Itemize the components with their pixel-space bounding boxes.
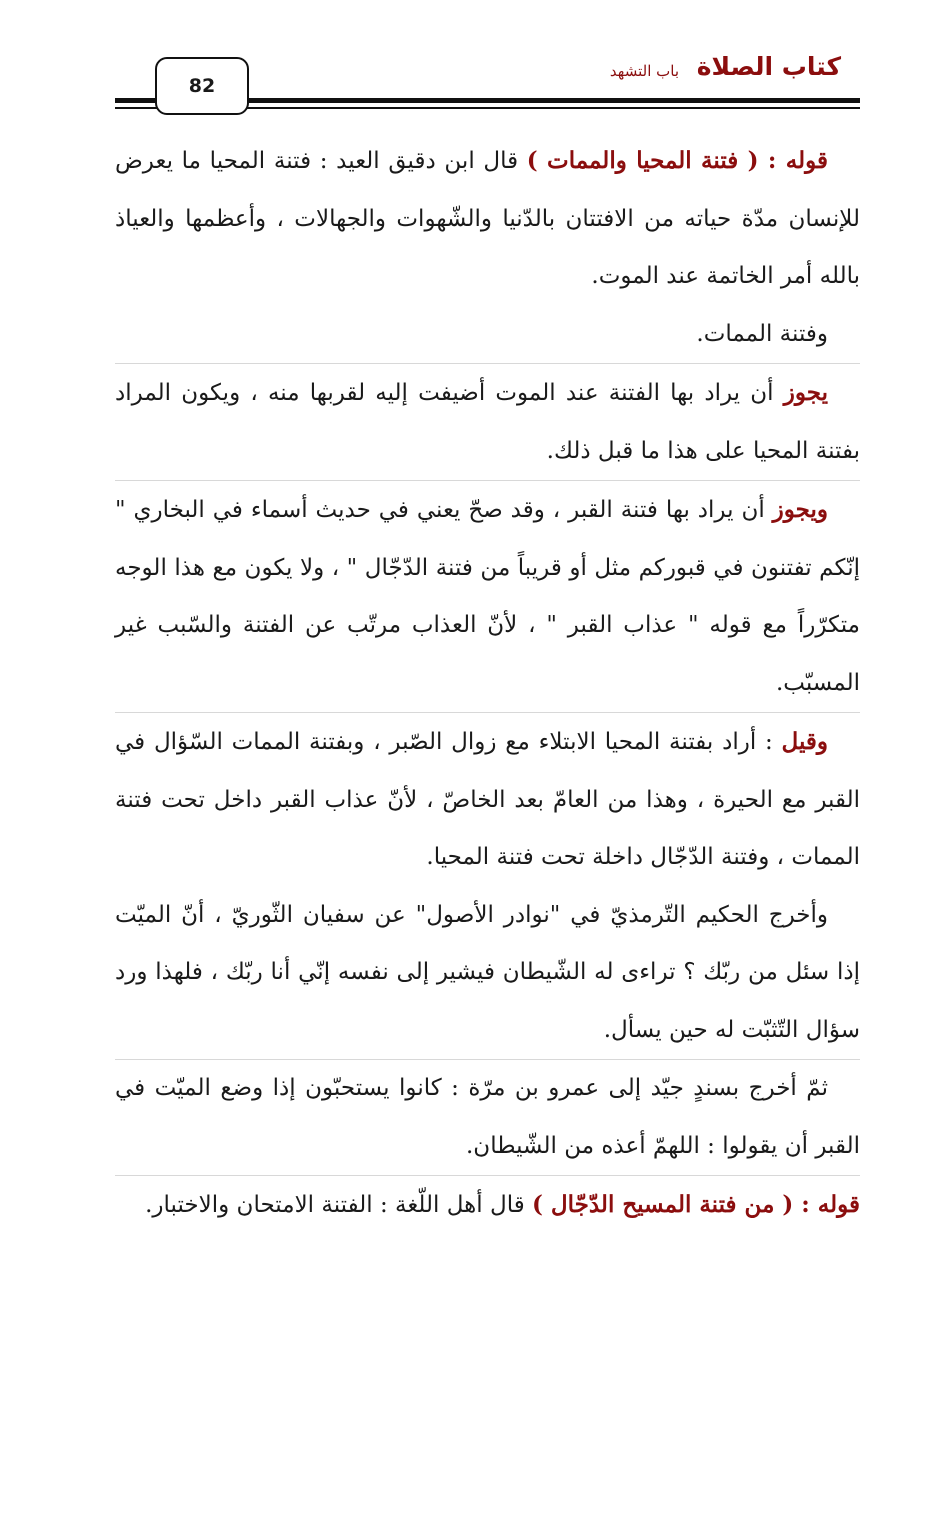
paragraph-text: أن يراد بها فتنة القبر ، وقد صحّ يعني في حديث أسماء في البخاري " إنّكم تفتنون في قبوركم مثل أو قريباً من فتنة الدّجّال " ، ولا يكون مع هذا الوجه متكرّراً مع قوله " عذاب القبر " ، لأنّ العذاب مرتّب عن الفتنة والسّبب غير المسبّب. [115,497,860,696]
paragraph-lead: قوله : ( فتنة المحيا والممات ) [526,147,828,174]
page-number: 82 [188,75,216,97]
paragraph-text: قال ابن دقيق العيد : فتنة المحيا ما يعرض للإنسان مدّة حياته من الافتتان بالدّنيا والشّهوات والجهالات ، وأعظمها والعياذ بالله أمر الخاتمة عند الموت. [115,148,860,289]
paragraph [115,480,860,712]
page-number-box [155,57,249,115]
paragraph-lead: قوله : ( من فتنة المسيح الدّجّال ) [532,1191,860,1218]
paragraph-lead: يجوز [783,379,828,406]
paragraph [115,132,860,306]
paragraph-text: ثمّ أخرج بسندٍ جيّد إلى عمرو بن مرّة : كانوا يستحبّون إذا وضع الميّت في القبر أن يقولوا : اللهمّ أعذه من الشّيطان. [115,1075,860,1159]
page-content [115,132,860,1235]
paragraph [115,1175,860,1235]
paragraph [115,712,860,887]
paragraph [115,363,860,480]
paragraph-lead: ويجوز [772,496,828,523]
page-header [0,0,945,130]
paragraph-text: قال أهل اللّغة : الفتنة الامتحان والاختبار. [145,1192,533,1218]
paragraph [115,306,860,364]
paragraph-text: وفتنة الممات. [696,320,828,347]
book-title: كتاب الصلاة [696,52,841,81]
paragraph [115,887,860,1060]
paragraph-text: : أراد بفتنة المحيا الابتلاء مع زوال الصّبر ، وبفتنة الممات السّؤال في القبر مع الحيرة ، وهذا من العامّ بعد الخاصّ ، لأنّ عذاب القبر داخل تحت فتنة الممات ، وفتنة الدّجّال داخلة تحت فتنة المحيا. [115,729,860,870]
paragraph [115,1059,860,1175]
paragraph-text: أن يراد بها الفتنة عند الموت أضيفت إليه لقربها منه ، ويكون المراد بفتنة المحيا على هذا ما قبل ذلك. [115,380,860,464]
paragraph-text: وأخرج الحكيم التّرمذيّ في "نوادر الأصول" عن سفيان الثّوريّ ، أنّ الميّت إذا سئل من ربّك ؟ تراءى له الشّيطان فيشير إلى نفسه إنّي أنا ربّك ، فلهذا ورد سؤال التّثبّت له حين يسأل. [115,901,860,1043]
paragraph-lead: وقيل [781,728,828,755]
chapter-title: باب التشهد [609,62,679,80]
